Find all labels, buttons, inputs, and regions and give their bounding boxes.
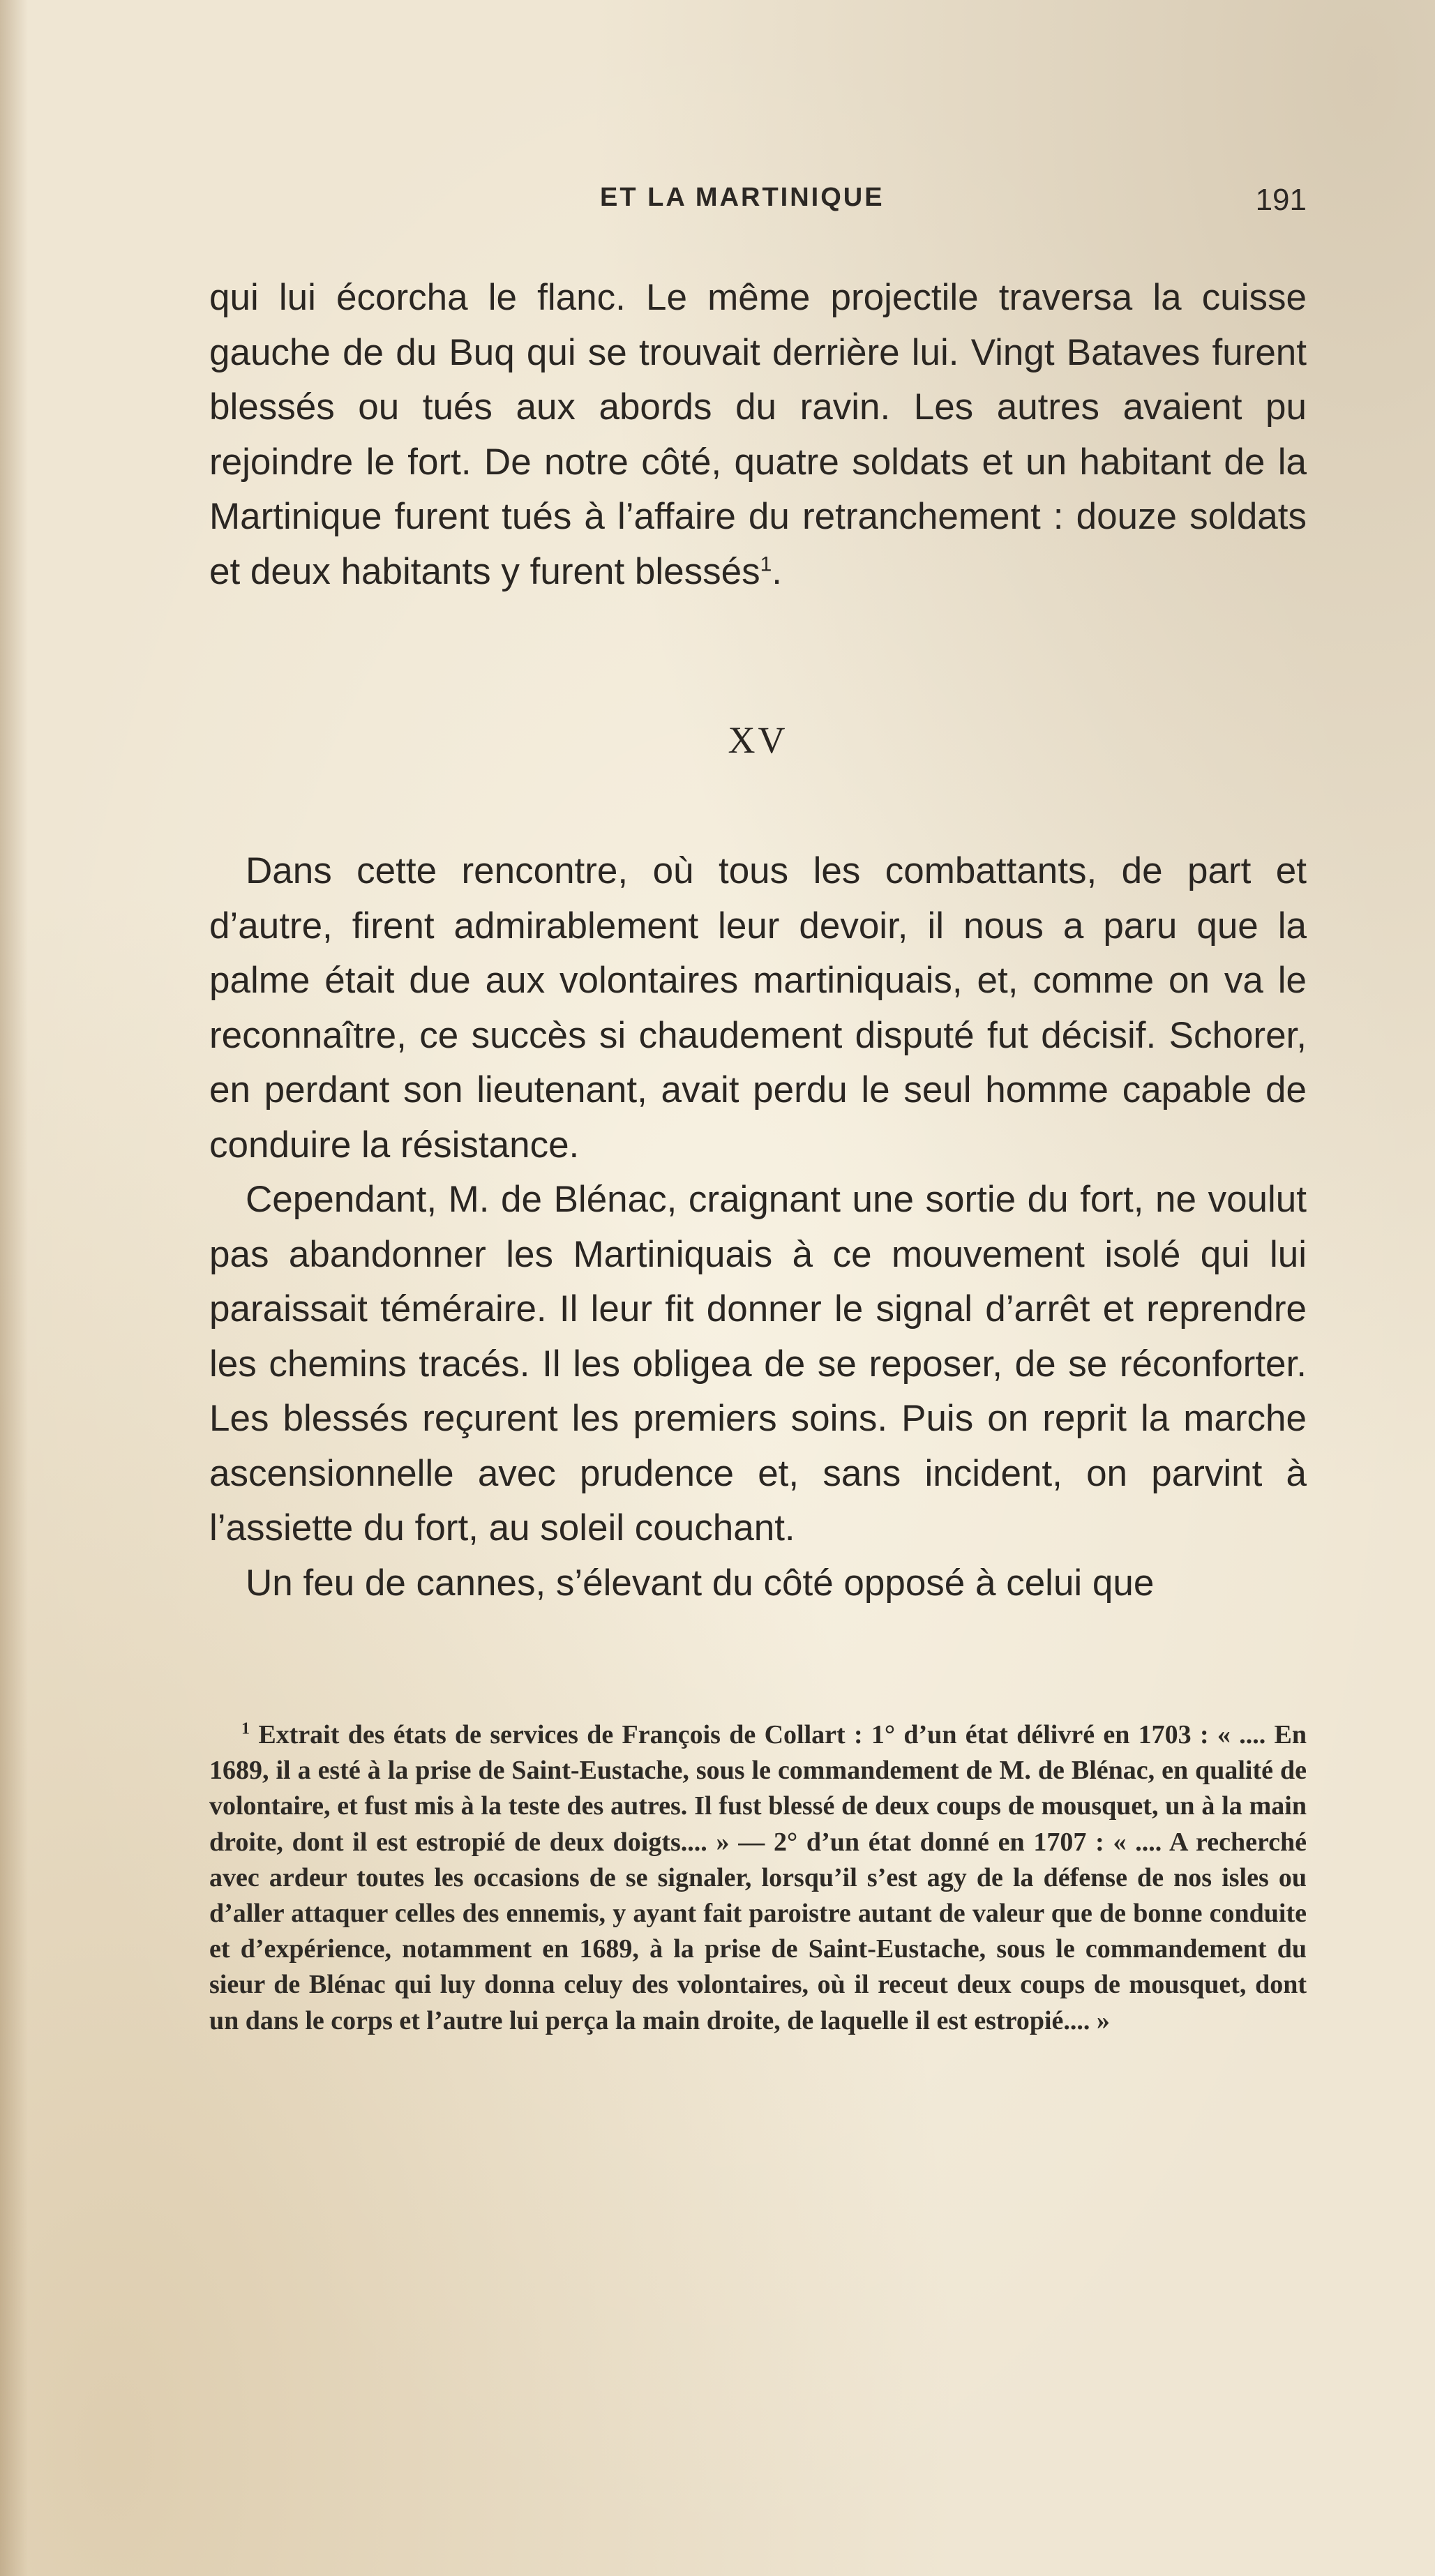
page-header bbox=[209, 183, 1307, 222]
page-number: 191 bbox=[1255, 183, 1307, 217]
footnote-text: Extrait des états de services de François de Collart : 1° d’un état délivré en 1703 : « .... En 1689, il a esté à la prise de Saint-Eustache, sous le commandement de M. de Blénac, en qualité de volontaire, et fust mis à la teste des autres. Il fust blessé de deux coups de mousquet, un à la main droite, dont il est estropié de deux doigts.... » — 2° d’un état donné en 1707 : « .... A recherché avec ardeur toutes les occasions de se signaler, lorsqu’il s’est agy de la défense de nos isles ou d’aller attaquer celles des ennemis, y ayant fait paroistre autant de valeur que de bonne conduite et d’expérience, notamment en 1689, à la prise de Saint-Eustache, sous le commandement du sieur de Blénac qui luy donna celuy des volontaires, où il receut deux coups de mousquet, dont un dans le corps et l’autre lui perça la main droite, de laquelle il est estropié.... » bbox=[209, 1720, 1307, 2035]
paragraph-text: qui lui écorcha le flanc. Le même projectile traversa la cuisse gauche de du Buq qui se trouvait derrière lui. Vingt Bataves furent blessés ou tués aux abords du ravin. Les autres avaient pu rejoindre le fort. De notre côté, quatre soldats et un habitant de la Martinique furent tués à l’affaire du retranchement : douze soldats et deux habitants y furent blessés bbox=[209, 277, 1307, 592]
paragraph: Dans cette rencontre, où tous les combattants, de part et d’autre, firent admirablement leur devoir, il nous a paru que la palme était due aux volontaires martiniquais, et, comme on va le reconnaître, ce succès si chaudement disputé fut décisif. Schorer, en perdant son lieutenant, avait perdu le seul homme capable de conduire la résistance. bbox=[209, 850, 1307, 1166]
footnote-marker: 1 bbox=[241, 1719, 250, 1738]
paragraph: Un feu de cannes, s’élevant du côté opposé à celui que bbox=[246, 1562, 1155, 1604]
footnotes bbox=[209, 1717, 1307, 2039]
text-block-main bbox=[209, 844, 1307, 1611]
section-heading: XV bbox=[728, 719, 788, 761]
footnote-reference: 1 bbox=[760, 552, 772, 575]
footnote bbox=[209, 1717, 1307, 2039]
running-title: ET LA MARTINIQUE bbox=[600, 183, 885, 212]
paragraph-end-punctuation: . bbox=[772, 550, 783, 592]
paragraph bbox=[209, 271, 1307, 599]
text-block-top bbox=[209, 271, 1307, 599]
page-edge-shadow bbox=[0, 0, 28, 2576]
paragraph: Cependant, M. de Blénac, craignant une sortie du fort, ne voulut pas abandonner les Martiniquais à ce mouvement isolé qui lui paraissait téméraire. Il leur fit donner le signal d’arrêt et reprendre les chemins tracés. Il les obligea de se reposer, de se réconforter. Les blessés reçurent les premiers soins. Puis on reprit la marche ascensionnelle avec prudence et, sans incident, on parvint à l’assiette du fort, au soleil couchant. bbox=[209, 1179, 1307, 1549]
